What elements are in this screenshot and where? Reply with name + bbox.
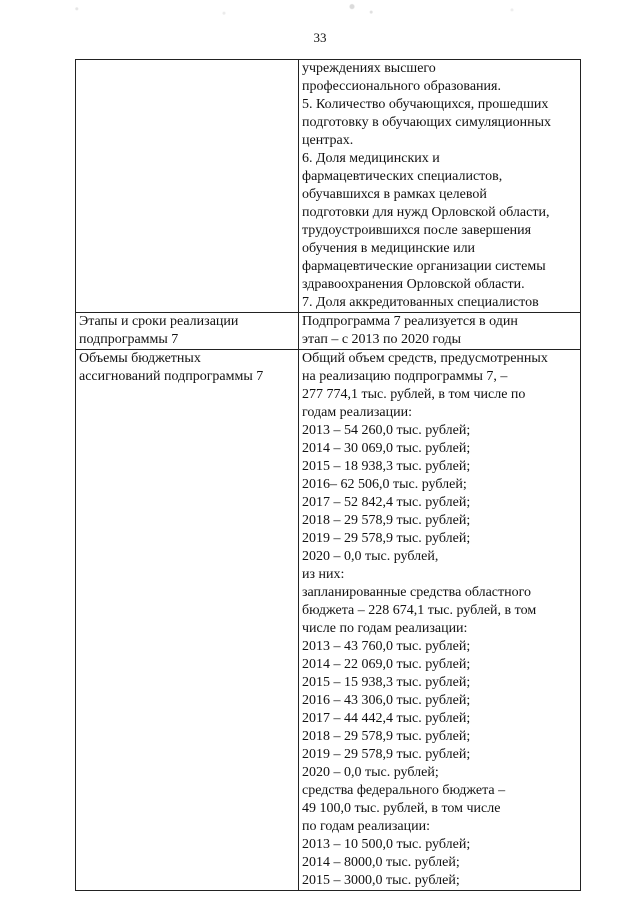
text-line: 2014 – 30 069,0 тыс. рублей; (302, 441, 471, 456)
text-line: профессионального образования. (302, 79, 501, 94)
text-line: 2013 – 54 260,0 тыс. рублей; (302, 423, 471, 438)
text-line: 2020 – 0,0 тыс. рублей, (302, 549, 439, 564)
table-row (76, 313, 581, 350)
text-line: 277 774,1 тыс. рублей, в том числе по (302, 387, 526, 402)
text-line: 6. Доля медицинских и (302, 151, 440, 166)
text-line: 5. Количество обучающихся, прошедших (302, 97, 549, 112)
text-line: 2020 – 0,0 тыс. рублей; (302, 765, 439, 780)
table-body (76, 60, 581, 891)
text-line: 2013 – 43 760,0 тыс. рублей; (302, 639, 471, 654)
text-line: трудоустроившихся после завершения (302, 223, 532, 238)
parameter-name-cell (76, 60, 299, 313)
parameter-name-cell (76, 313, 299, 350)
text-line: обучения в медицинские или (302, 241, 476, 256)
text-line: подготовки для нужд Орловской области, (302, 205, 550, 220)
text-line: 2018 – 29 578,9 тыс. рублей; (302, 729, 471, 744)
text-line: 2013 – 10 500,0 тыс. рублей; (302, 837, 471, 852)
text-line: 2015 – 3000,0 тыс. рублей; (302, 873, 460, 888)
text-line: 2016– 62 506,0 тыс. рублей; (302, 477, 467, 492)
text-line: на реализацию подпрограммы 7, – (302, 369, 508, 384)
text-line: этап – с 2013 по 2020 годы (302, 332, 462, 347)
text-line: фармацевтические организации системы (302, 259, 546, 274)
text-line: средства федерального бюджета – (302, 783, 506, 798)
passport-table (75, 59, 581, 891)
text-line: 2014 – 8000,0 тыс. рублей; (302, 855, 460, 870)
text-line: 2019 – 29 578,9 тыс. рублей; (302, 747, 471, 762)
text-line: 2019 – 29 578,9 тыс. рублей; (302, 531, 471, 546)
parameter-value-cell (299, 60, 581, 313)
text-line: 2018 – 29 578,9 тыс. рублей; (302, 513, 471, 528)
scan-noise (0, 0, 640, 22)
text-line: учреждениях высшего (302, 61, 436, 76)
text-line: бюджета – 228 674,1 тыс. рублей, в том (302, 603, 537, 618)
text-line: ассигнований подпрограммы 7 (79, 369, 264, 384)
text-line: по годам реализации: (302, 819, 430, 834)
table-row (76, 350, 581, 891)
text-line: подпрограммы 7 (79, 332, 179, 347)
text-line: фармацевтических специалистов, (302, 169, 503, 184)
text-line: числе по годам реализации: (302, 621, 468, 636)
text-line: здравоохранения Орловской области. (302, 277, 525, 292)
text-line: Общий объем средств, предусмотренных (302, 351, 548, 366)
text-line: из них: (302, 567, 345, 582)
page-number: 33 (313, 30, 327, 45)
text-line: 2014 – 22 069,0 тыс. рублей; (302, 657, 471, 672)
text-line: Этапы и сроки реализации (79, 314, 239, 329)
parameter-name-cell (76, 350, 299, 891)
text-line: Объемы бюджетных (79, 351, 201, 366)
text-line: запланированные средства областного (302, 585, 532, 600)
text-line: 2017 – 44 442,4 тыс. рублей; (302, 711, 471, 726)
text-line: 2015 – 15 938,3 тыс. рублей; (302, 675, 471, 690)
parameter-value-cell (299, 350, 581, 891)
table-row (76, 60, 581, 313)
text-line: 2015 – 18 938,3 тыс. рублей; (302, 459, 471, 474)
parameter-value-cell (299, 313, 581, 350)
text-line: обучавшихся в рамках целевой (302, 187, 487, 202)
text-line: центрах. (302, 133, 354, 148)
text-line: годам реализации: (302, 405, 412, 420)
text-line: подготовку в обучающих симуляционных (302, 115, 552, 130)
text-line: 49 100,0 тыс. рублей, в том числе (302, 801, 501, 816)
text-line: Подпрограмма 7 реализуется в один (302, 314, 518, 329)
text-line: 7. Доля аккредитованных специалистов (302, 295, 539, 310)
text-line: 2016 – 43 306,0 тыс. рублей; (302, 693, 471, 708)
text-line: 2017 – 52 842,4 тыс. рублей; (302, 495, 471, 510)
